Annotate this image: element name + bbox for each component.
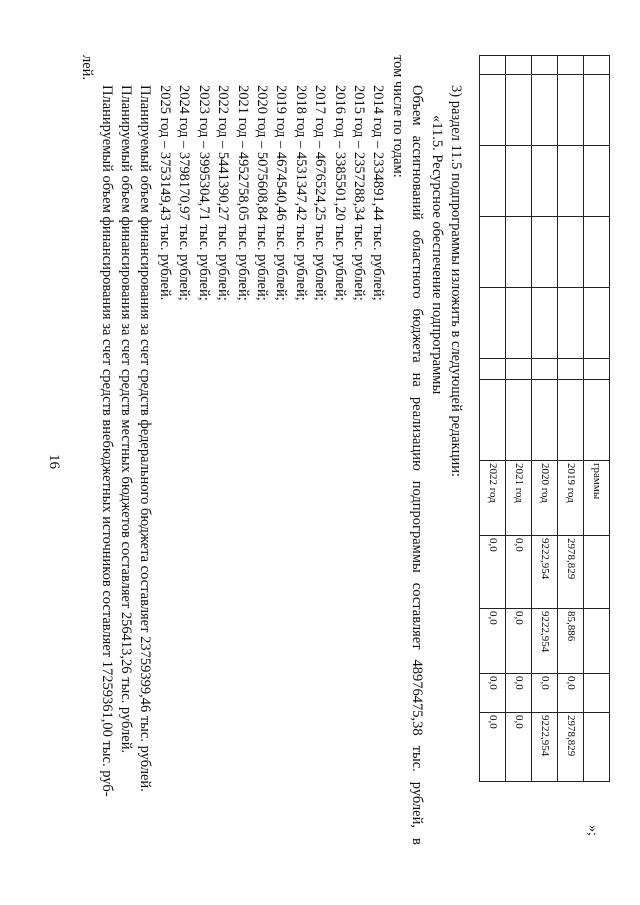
year-item: 2023 год – 3995304,71 тыс. рублей; [195, 85, 212, 301]
year-item: 2015 год – 2357288,34 тыс. рублей; [350, 85, 367, 301]
table-row [506, 56, 532, 782]
year-item: 2018 год – 4531347,42 тыс. рублей; [292, 85, 309, 301]
table-cell: 0,0 [480, 713, 506, 782]
table-cell: 0,0 [532, 674, 558, 713]
extrabudget-funding-cont: лей. [79, 55, 96, 81]
funding-table [479, 55, 610, 782]
table-cell: 0,0 [506, 609, 532, 674]
table-cell-year: 2021 год [506, 461, 532, 536]
year-item: 2017 год – 4676524,25 тыс. рублей; [312, 85, 329, 301]
table-cell-year: 2019 год [558, 461, 584, 536]
table-cell: 0,0 [480, 536, 506, 609]
table-row [532, 56, 558, 782]
year-item: 2022 год – 5441390,27 тыс. рублей; [215, 85, 232, 301]
paragraph-line: Объем ассигнований областного бюджета на реализацию подпрограммы составляет 48976475,38 тыс. рублей, в [409, 85, 426, 845]
table-cell: 9222,954 [532, 536, 558, 609]
page-number: 16 [46, 454, 62, 469]
table-cell: 0,0 [506, 674, 532, 713]
year-item: 2020 год – 5075608,84 тыс. рублей; [253, 85, 270, 301]
year-item: 2014 год – 2334891,44 тыс. рублей; [370, 85, 387, 301]
table-cell: 9222,954 [532, 609, 558, 674]
table-closing-quote: »; [585, 825, 600, 836]
table-cell: 9222,954 [532, 713, 558, 782]
table-cell: 2978,829 [558, 536, 584, 609]
table-row [558, 56, 584, 782]
section-heading: «11.5. Ресурсное обеспечение подпрограммы [428, 115, 445, 395]
year-item: 2021 год – 4952758,05 тыс. рублей; [234, 85, 251, 301]
document-body [77, 55, 465, 845]
table-cell: 2978,829 [558, 713, 584, 782]
table-cell: 0,0 [506, 713, 532, 782]
table-cell: 0,0 [558, 674, 584, 713]
table-row [584, 56, 610, 782]
extrabudget-funding: Планируемый объем финансирования за счет средств внебюджетных источников составляет 17259361,00 тыс. руб- [98, 85, 115, 797]
table-cell: 0,0 [506, 536, 532, 609]
local-funding: Планируемый объем финансирования за счет средств местных бюджетов составляет 256413,26 тыс. рублей. [118, 85, 135, 754]
paragraph-line: том числе по годам: [389, 55, 406, 178]
federal-funding: Планируемый объем финансирования за счет средств федерального бюджета составляет 23759399,46 тыс. рублей. [137, 85, 154, 792]
year-item: 2025 год – 3753149,43 тыс. рублей. [156, 85, 173, 301]
rotated-page-content [20, 55, 610, 845]
table-header-fragment: граммы [584, 461, 610, 536]
table-cell: 0,0 [480, 674, 506, 713]
table-cell: 85,886 [558, 609, 584, 674]
section-intro: 3) раздел 11.5 подпрограммы изложить в следующей редакции: [448, 85, 464, 478]
year-item: 2016 год – 3385501,20 тыс. рублей; [331, 85, 348, 301]
table-cell: 0,0 [480, 609, 506, 674]
table-row [480, 56, 506, 782]
table-cell-year: 2022 год [480, 461, 506, 536]
table-cell-year: 2020 год [532, 461, 558, 536]
year-item: 2019 год – 4674540,46 тыс. рублей; [273, 85, 290, 301]
year-item: 2024 год – 3798170,97 тыс. рублей; [176, 85, 193, 301]
